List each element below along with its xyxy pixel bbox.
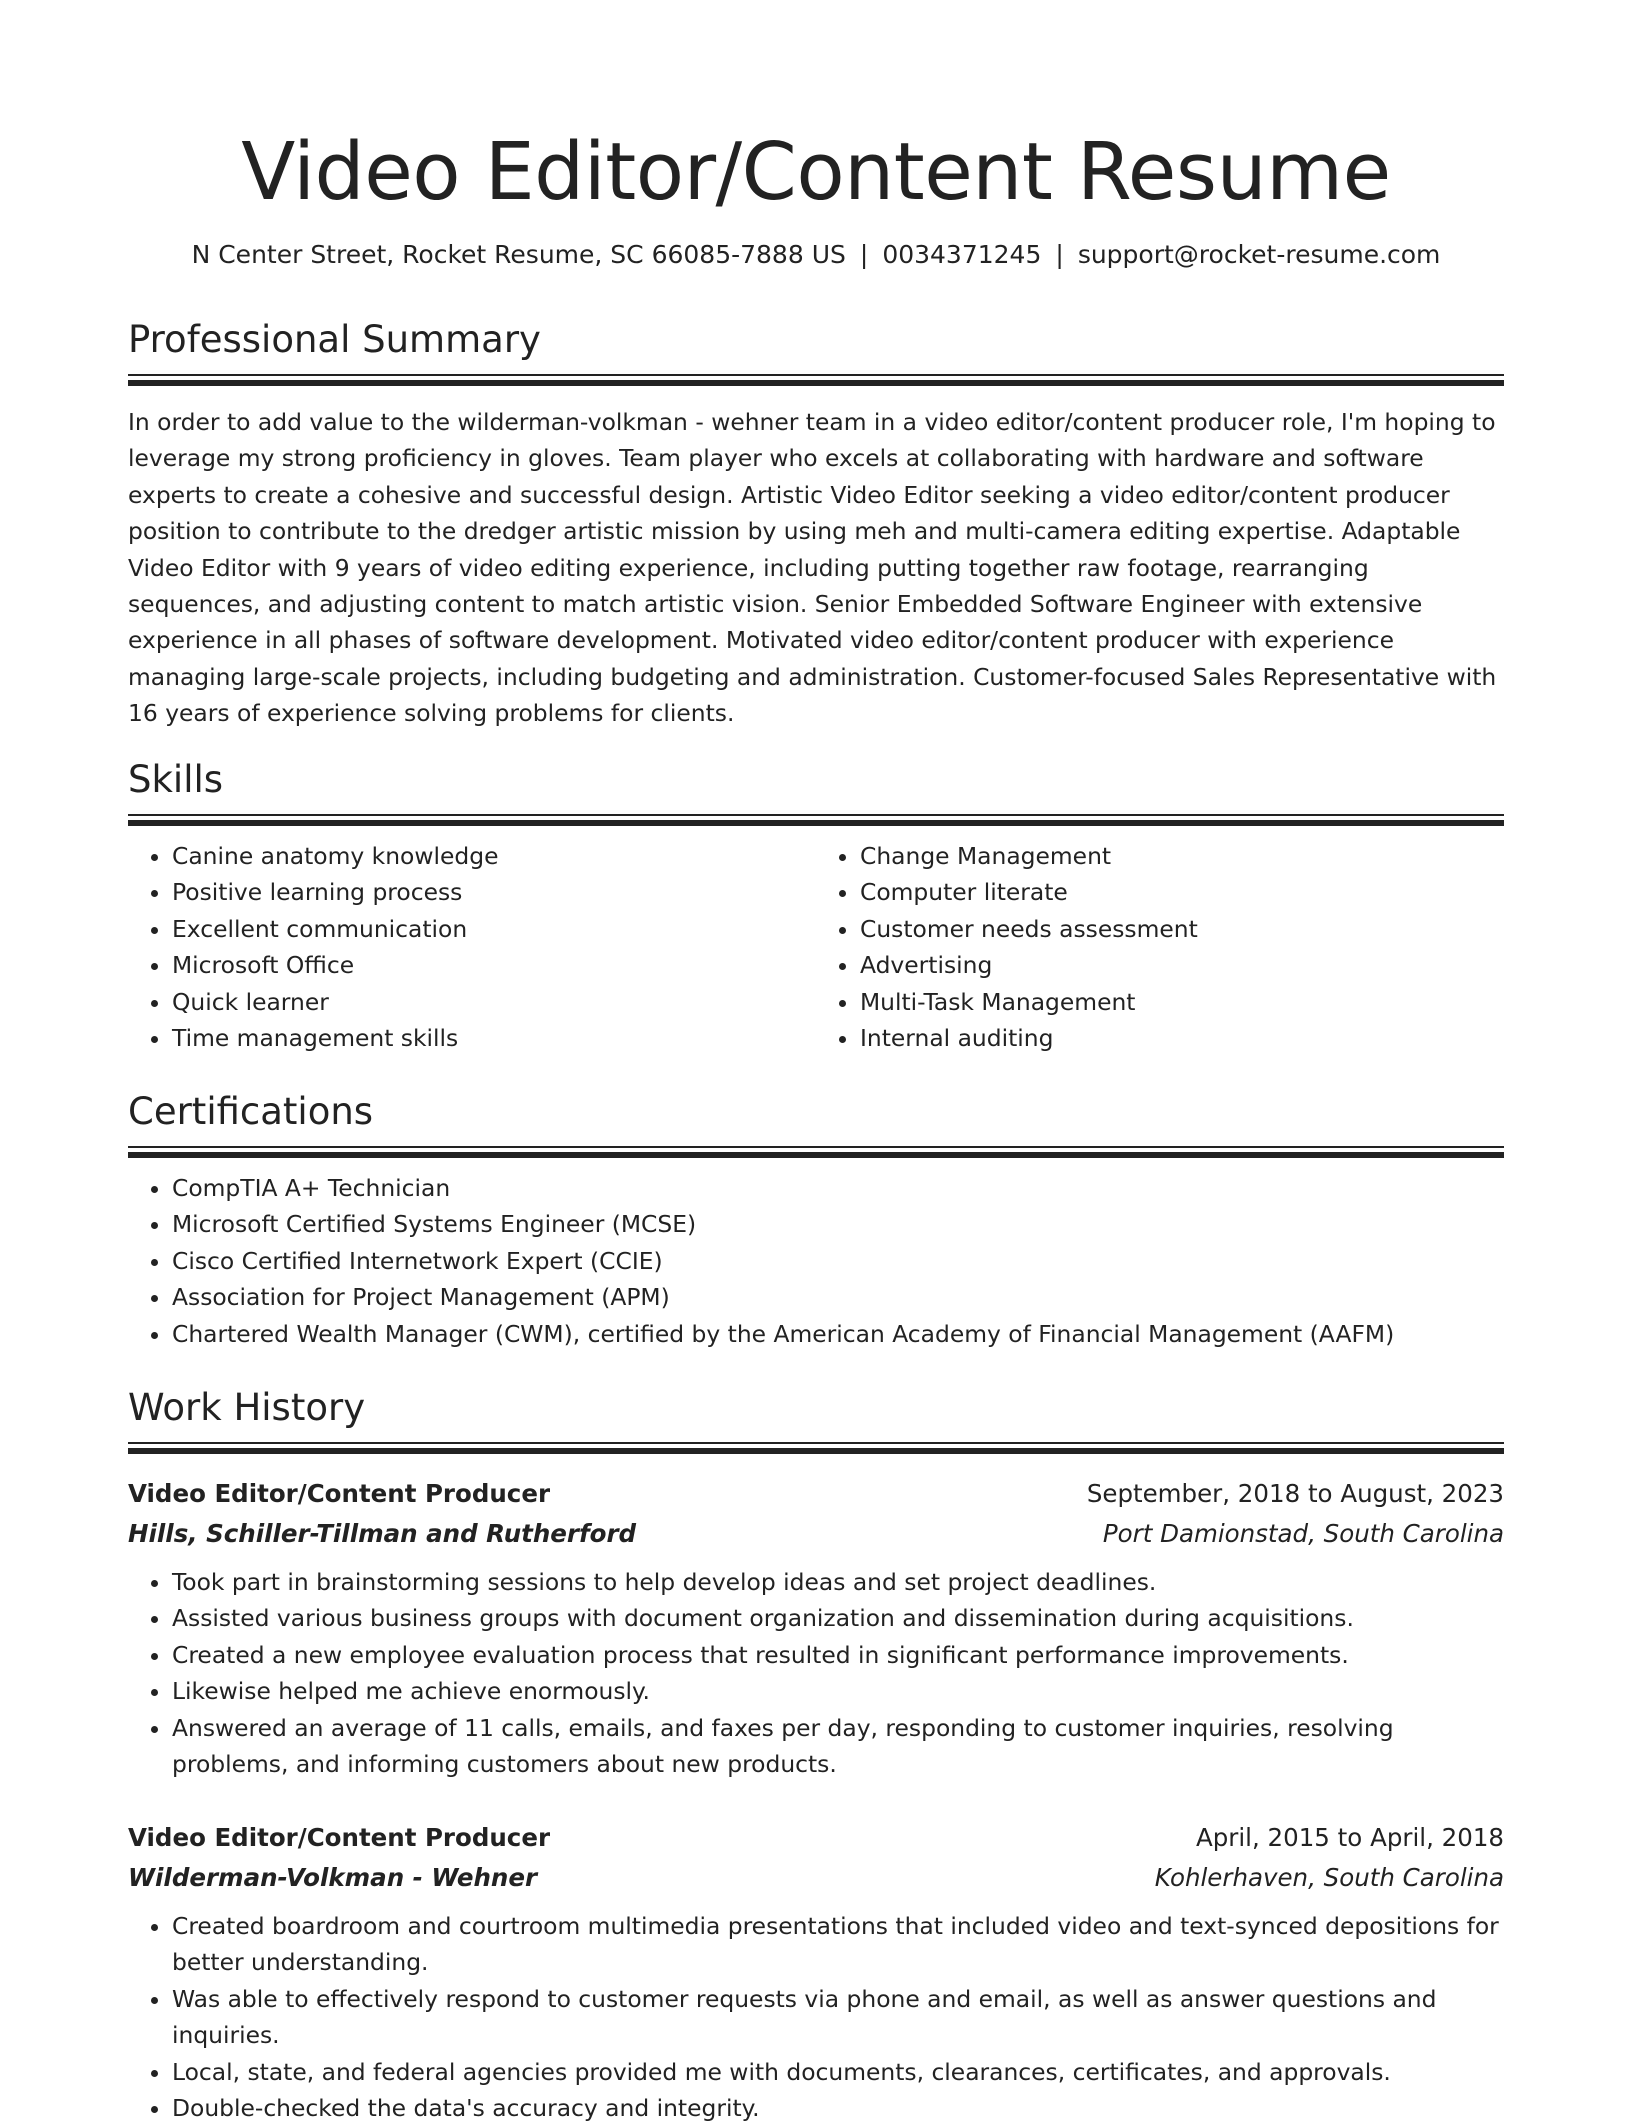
job-header-row bbox=[128, 1818, 1504, 1858]
job-title: Video Editor/Content Producer bbox=[128, 1823, 551, 1852]
contact-email: support@rocket-resume.com bbox=[1077, 240, 1441, 269]
skill-item: • Multi-Task Management bbox=[860, 984, 1504, 1020]
job-dates: April, 2015 to April, 2018 bbox=[1195, 1823, 1504, 1852]
job-bullet-list bbox=[128, 1564, 1504, 1782]
section-heading-work-history: Work History bbox=[128, 1386, 366, 1429]
skill-item: • Change Management bbox=[860, 838, 1504, 874]
section-divider bbox=[128, 814, 1504, 826]
job-dates: September, 2018 to August, 2023 bbox=[1086, 1479, 1504, 1508]
contact-line bbox=[128, 238, 1504, 272]
job-entry bbox=[128, 1818, 1504, 2126]
job-company-row bbox=[128, 1514, 1504, 1554]
certifications-list bbox=[128, 1170, 1504, 1352]
skills-list-right bbox=[816, 838, 1504, 1056]
certifications-section bbox=[128, 1088, 1504, 1352]
section-heading-certifications: Certifications bbox=[128, 1090, 374, 1133]
certification-item: • Association for Project Management (APM) bbox=[172, 1279, 1504, 1315]
skill-item: • Canine anatomy knowledge bbox=[172, 838, 816, 874]
skill-item: • Positive learning process bbox=[172, 874, 816, 910]
section-heading-skills: Skills bbox=[128, 758, 224, 801]
skill-item: • Customer needs assessment bbox=[860, 911, 1504, 947]
section-divider bbox=[128, 1146, 1504, 1158]
summary-text: In order to add value to the wilderman-volkman - wehner team in a video editor/content producer role, I'm hoping to leverage my strong proficiency in gloves. Team player who excels at collaborating with hardware and software experts to create a cohesive and successful design. Artistic Video Editor seeking a video editor/content producer position to contribute to the dredger artistic mission by using meh and multi-camera editing expertise. Adaptable Video Editor with 9 years of video editing experience, including putting together raw footage, rearranging sequences, and adjusting content to match artistic vision. Senior Embedded Software Engineer with extensive experience in all phases of software development. Motivated video editor/content producer with experience managing large-scale projects, including budgeting and administration. Customer-focused Sales Representative with 16 years of experience solving problems for clients. bbox=[128, 408, 1497, 728]
section-divider bbox=[128, 1442, 1504, 1454]
job-location: Port Damionstad, South Carolina bbox=[1102, 1519, 1504, 1548]
resume-title: Video Editor/Content Resume bbox=[241, 126, 1391, 218]
skill-item: • Advertising bbox=[860, 947, 1504, 983]
job-company: Wilderman-Volkman - Wehner bbox=[128, 1863, 538, 1892]
skill-item: • Quick learner bbox=[172, 984, 816, 1020]
work-history-section bbox=[128, 1384, 1504, 1454]
skills-section bbox=[128, 756, 1504, 1056]
skill-item: • Microsoft Office bbox=[172, 947, 816, 983]
contact-address: N Center Street, Rocket Resume, SC 66085-7888 US bbox=[191, 240, 846, 269]
job-bullet: • Likewise helped me achieve enormously. bbox=[172, 1673, 1504, 1709]
job-location: Kohlerhaven, South Carolina bbox=[1154, 1863, 1504, 1892]
summary-section bbox=[128, 316, 1504, 732]
skill-item: • Computer literate bbox=[860, 874, 1504, 910]
job-company: Hills, Schiller-Tillman and Rutherford bbox=[128, 1519, 637, 1548]
certification-item: • Microsoft Certified Systems Engineer (MCSE) bbox=[172, 1206, 1504, 1242]
skills-list-left bbox=[128, 838, 816, 1056]
contact-phone: 0034371245 bbox=[882, 240, 1042, 269]
job-bullet: • Assisted various business groups with document organization and dissemination during acquisitions. bbox=[172, 1600, 1504, 1636]
skill-item: • Internal auditing bbox=[860, 1020, 1504, 1056]
certification-item: • Cisco Certified Internetwork Expert (CCIE) bbox=[172, 1243, 1504, 1279]
skills-columns bbox=[128, 838, 1504, 1056]
job-bullet: • Was able to effectively respond to customer requests via phone and email, as well as answer questions and inquiries. bbox=[172, 1981, 1504, 2054]
contact-separator: | bbox=[859, 240, 869, 269]
section-heading-summary: Professional Summary bbox=[128, 318, 541, 361]
certification-item: • CompTIA A+ Technician bbox=[172, 1170, 1504, 1206]
contact-separator: | bbox=[1055, 240, 1064, 269]
job-entry bbox=[128, 1474, 1504, 1782]
resume-page bbox=[128, 0, 1504, 2123]
job-bullet: • Created boardroom and courtroom multimedia presentations that included video and text-synced depositions for better understanding. bbox=[172, 1908, 1504, 1981]
certification-item: • Chartered Wealth Manager (CWM), certified by the American Academy of Financial Management (AAFM) bbox=[172, 1316, 1504, 1352]
job-header-row bbox=[128, 1474, 1504, 1514]
job-title: Video Editor/Content Producer bbox=[128, 1479, 551, 1508]
skill-item: • Time management skills bbox=[172, 1020, 816, 1056]
job-company-row bbox=[128, 1858, 1504, 1898]
section-divider bbox=[128, 374, 1504, 386]
job-bullet: • Local, state, and federal agencies provided me with documents, clearances, certificates, and approvals. bbox=[172, 2054, 1504, 2090]
skill-item: • Excellent communication bbox=[172, 911, 816, 947]
job-bullet: • Answered an average of 11 calls, emails, and faxes per day, responding to customer inquiries, resolving problems, and informing customers about new products. bbox=[172, 1710, 1504, 1783]
job-bullet-list bbox=[128, 1908, 1504, 2126]
job-bullet: • Took part in brainstorming sessions to help develop ideas and set project deadlines. bbox=[172, 1564, 1504, 1600]
job-bullet: • Double-checked the data's accuracy and integrity. bbox=[172, 2090, 1504, 2126]
job-bullet: • Created a new employee evaluation process that resulted in significant performance improvements. bbox=[172, 1637, 1504, 1673]
